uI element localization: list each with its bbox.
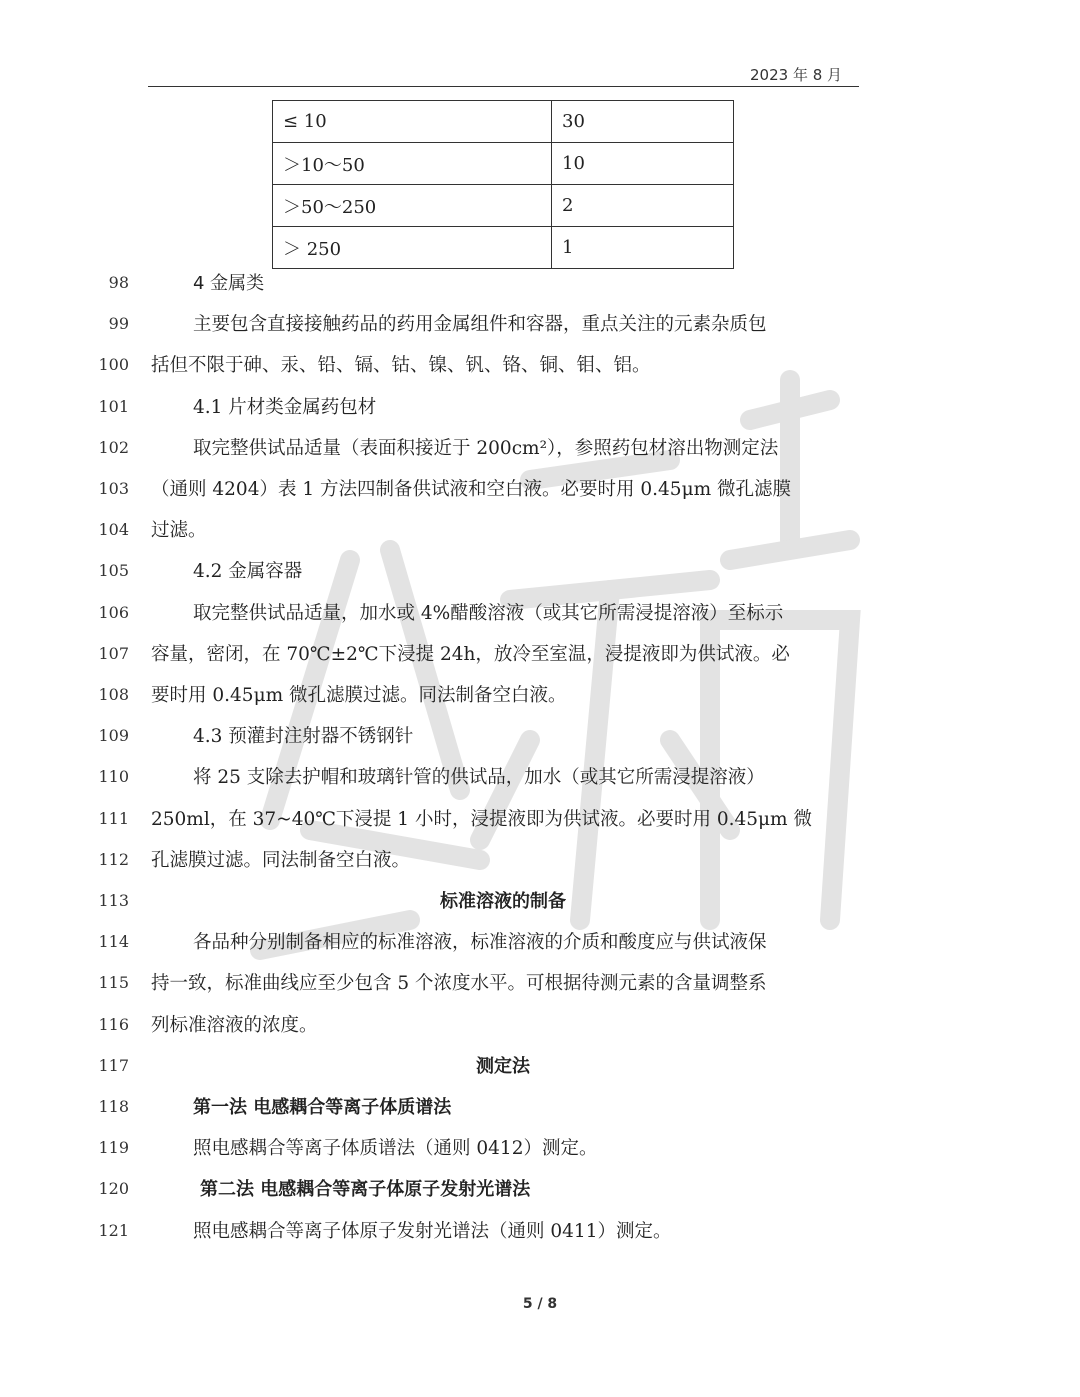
line-number: 121 (98, 1221, 129, 1240)
table-cell: 2 (552, 185, 734, 227)
text-line (0, 928, 1080, 958)
line-number: 109 (98, 726, 129, 745)
text-line (0, 1011, 1080, 1041)
paragraph-text: 将 25 支除去护帽和玻璃针管的供试品，加水（或其它所需浸提溶液） (193, 767, 765, 788)
paragraph-text: 要时用 0.45μm 微孔滤膜过滤。同法制备空白液。 (151, 685, 567, 706)
paragraph-text: 250ml，在 37~40℃下浸提 1 小时，浸提液即为供试液。必要时用 0.45μm 微 (151, 809, 812, 830)
line-number: 113 (98, 891, 129, 910)
text-line (0, 557, 1080, 587)
paragraph-text: 孔滤膜过滤。同法制备空白液。 (151, 850, 411, 871)
page-number: 5 / 8 (522, 1296, 558, 1312)
text-line (0, 599, 1080, 629)
table-cell: 30 (552, 101, 734, 143)
line-number: 100 (98, 355, 129, 374)
section-heading: 4.2 金属容器 (193, 561, 303, 582)
paragraph-text: 取完整供试品适量（表面积接近于 200cm²），参照药包材溶出物测定法 (193, 438, 779, 459)
text-line (0, 269, 1080, 299)
paragraph-text: 过滤。 (151, 520, 207, 541)
paragraph-text: 主要包含直接接触药品的药用金属组件和容器，重点关注的元素杂质包 (193, 314, 767, 335)
line-number: 107 (98, 644, 129, 663)
paragraph-text: 照电感耦合等离子体质谱法（通则 0412）测定。 (193, 1138, 598, 1159)
text-line (0, 351, 1080, 381)
line-number: 101 (98, 397, 129, 416)
text-line (0, 640, 1080, 670)
line-number: 114 (98, 932, 129, 951)
header-rule (148, 86, 859, 87)
line-number: 105 (98, 561, 129, 580)
text-line (0, 1093, 1080, 1123)
section-heading: 4.1 片材类金属药包材 (193, 397, 377, 418)
line-number: 102 (98, 438, 129, 457)
method-heading: 第二法 电感耦合等离子体原子发射光谱法 (200, 1179, 531, 1200)
text-line (0, 805, 1080, 835)
paragraph-text: 取完整供试品适量，加水或 4%醋酸溶液（或其它所需浸提溶液）至标示 (193, 603, 784, 624)
line-number: 99 (108, 314, 129, 333)
table-cell: 1 (552, 227, 734, 269)
table-cell: ＞ 250 (273, 227, 552, 269)
section-title: 测定法 (476, 1056, 530, 1077)
text-line (0, 434, 1080, 464)
text-line (0, 475, 1080, 505)
paragraph-text: （通则 4204）表 1 方法四制备供试液和空白液。必要时用 0.45μm 微孔滤膜 (151, 479, 792, 500)
text-line (0, 1175, 1080, 1205)
text-line (0, 1052, 1080, 1082)
line-number: 106 (98, 603, 129, 622)
text-line (0, 1217, 1080, 1247)
limits-table (272, 100, 734, 269)
paragraph-text: 括但不限于砷、汞、铅、镉、钴、镍、钒、铬、铜、钼、铝。 (151, 355, 651, 376)
text-line (0, 1134, 1080, 1164)
text-line (0, 516, 1080, 546)
paragraph-text: 列标准溶液的浓度。 (151, 1015, 318, 1036)
header-date: 2023 年 8 月 (750, 66, 843, 84)
line-number: 98 (108, 273, 129, 292)
line-number: 110 (98, 767, 129, 786)
text-line (0, 681, 1080, 711)
table-row (273, 227, 734, 269)
section-heading: 4.3 预灌封注射器不锈钢针 (193, 726, 414, 747)
table-row (273, 101, 734, 143)
line-number: 103 (98, 479, 129, 498)
text-line (0, 846, 1080, 876)
table-cell: ＞10～50 (273, 143, 552, 185)
line-number: 112 (98, 850, 129, 869)
line-number: 116 (98, 1015, 129, 1034)
text-line (0, 969, 1080, 999)
line-number: 108 (98, 685, 129, 704)
table-row (273, 143, 734, 185)
text-line (0, 887, 1080, 917)
paragraph-text: 持一致，标准曲线应至少包含 5 个浓度水平。可根据待测元素的含量调整系 (151, 973, 767, 994)
paragraph-text: 容量，密闭，在 70℃±2℃下浸提 24h，放冷至室温，浸提液即为供试液。必 (151, 644, 790, 665)
paragraph-text: 照电感耦合等离子体原子发射光谱法（通则 0411）测定。 (193, 1221, 672, 1242)
text-line (0, 393, 1080, 423)
section-heading: 4 金属类 (193, 273, 265, 294)
table-cell: ≤ 10 (273, 101, 552, 143)
table-cell: ＞50～250 (273, 185, 552, 227)
line-number: 104 (98, 520, 129, 539)
line-number: 117 (98, 1056, 129, 1075)
text-line (0, 310, 1080, 340)
line-number: 118 (98, 1097, 129, 1116)
line-number: 111 (98, 809, 129, 828)
table-cell: 10 (552, 143, 734, 185)
line-number: 119 (98, 1138, 129, 1157)
table-row (273, 185, 734, 227)
line-number: 115 (98, 973, 129, 992)
line-number: 120 (98, 1179, 129, 1198)
text-line (0, 763, 1080, 793)
section-title: 标准溶液的制备 (440, 891, 566, 912)
text-line (0, 722, 1080, 752)
method-heading: 第一法 电感耦合等离子体质谱法 (193, 1097, 452, 1118)
paragraph-text: 各品种分别制备相应的标准溶液，标准溶液的介质和酸度应与供试液保 (193, 932, 767, 953)
